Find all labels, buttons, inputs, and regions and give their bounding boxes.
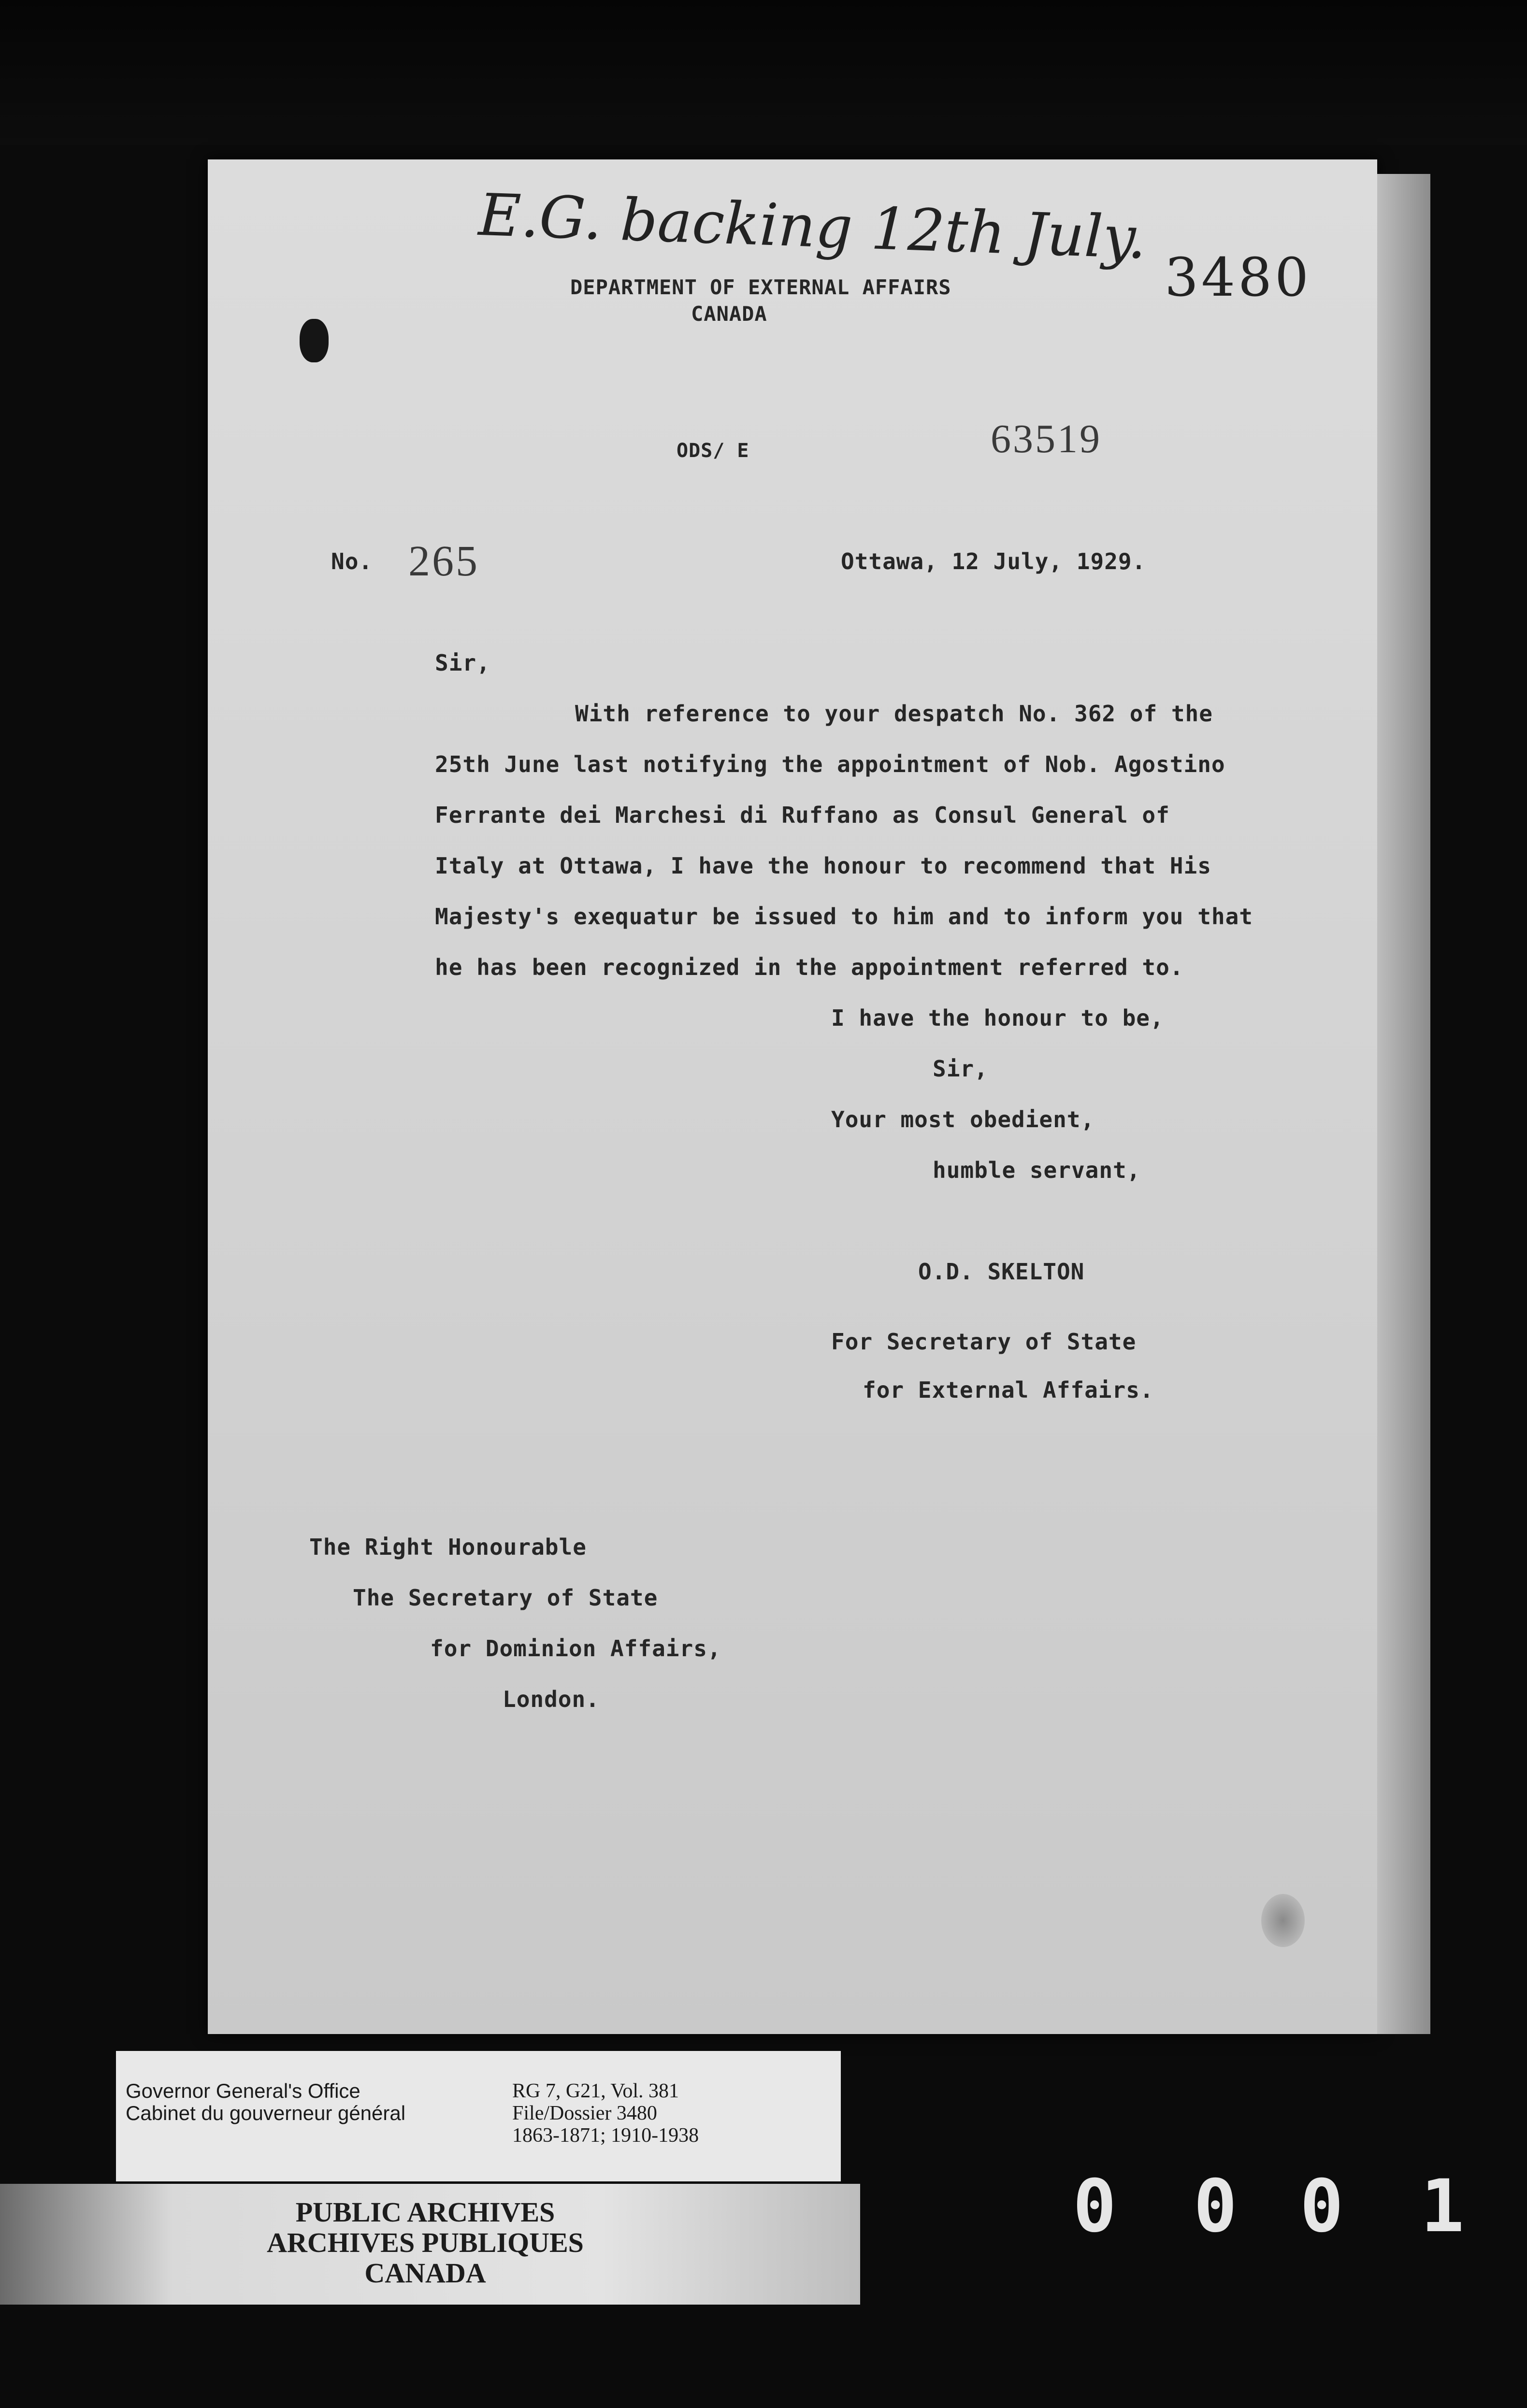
frame-counter-digit: 0	[1300, 2164, 1344, 2249]
handwritten-file-number: 3480	[1165, 246, 1311, 308]
record-group: RG 7, G21, Vol. 381	[512, 2080, 679, 2102]
body-line: Italy at Ottawa, I have the honour to recommend that His	[435, 853, 1211, 879]
place-date: Ottawa, 12 July, 1929.	[841, 548, 1146, 574]
frame-counter-digit: 1	[1421, 2164, 1465, 2249]
body-line: Majesty's exequatur be issued to him and to inform you that	[435, 903, 1253, 930]
signatory-name: O.D. SKELTON	[918, 1259, 1085, 1285]
addressee-line: London.	[503, 1686, 600, 1712]
paper-stain	[1261, 1894, 1305, 1947]
despatch-number-label: No.	[331, 548, 373, 574]
registry-stamp: 63519	[991, 416, 1102, 461]
salutation: Sir,	[435, 650, 490, 676]
punch-hole	[300, 319, 329, 362]
archive-stamp-line: CANADA	[364, 2257, 486, 2289]
archive-stamp	[0, 2184, 860, 2305]
despatch-number: 265	[408, 537, 479, 585]
signatory-title: for External Affairs.	[863, 1377, 1154, 1403]
closing-line: Sir,	[933, 1056, 988, 1082]
letterhead-country: CANADA	[691, 302, 767, 326]
signatory-title: For Secretary of State	[831, 1329, 1137, 1355]
addressee-line: The Right Honourable	[309, 1534, 587, 1560]
office-english: Governor General's Office	[126, 2079, 360, 2102]
addressee-line: The Secretary of State	[353, 1585, 658, 1611]
closing-line: Your most obedient,	[831, 1106, 1095, 1132]
office-french: Cabinet du gouverneur général	[126, 2102, 406, 2124]
addressee-line: for Dominion Affairs,	[430, 1635, 721, 1662]
frame-counter-digit: 0	[1194, 2164, 1238, 2249]
frame-counter-digit: 0	[1073, 2164, 1117, 2249]
body-line: Ferrante dei Marchesi di Ruffano as Consul General of	[435, 802, 1170, 828]
body-line: he has been recognized in the appointment referred to.	[435, 954, 1184, 980]
body-line: With reference to your despatch No. 362 of the	[575, 701, 1213, 727]
file-dossier: File/Dossier 3480	[512, 2102, 657, 2124]
film-border-top	[0, 0, 1527, 145]
sheet-edge	[1377, 174, 1430, 2034]
handwritten-note: E.G. backing 12th July.	[477, 181, 1148, 272]
closing-line: I have the honour to be,	[831, 1005, 1164, 1031]
archive-reference-label	[116, 2051, 841, 2181]
closing-line: humble servant,	[933, 1157, 1141, 1183]
reference-code: ODS/ E	[677, 440, 749, 462]
letter-sheet	[208, 159, 1377, 2034]
letterhead-department: DEPARTMENT OF EXTERNAL AFFAIRS	[570, 275, 951, 299]
archive-stamp-line: PUBLIC ARCHIVES	[295, 2196, 555, 2228]
date-range: 1863-1871; 1910-1938	[512, 2124, 699, 2147]
body-line: 25th June last notifying the appointment of Nob. Agostino	[435, 751, 1225, 777]
archive-stamp-line: ARCHIVES PUBLIQUES	[267, 2227, 584, 2258]
